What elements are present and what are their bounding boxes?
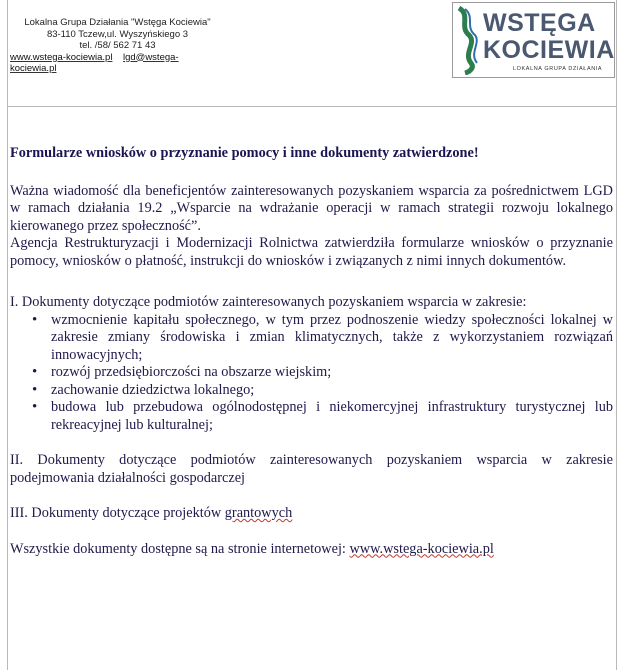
logo-word-1: WSTĘGA — [483, 9, 596, 37]
document-body — [10, 145, 613, 558]
ribbon-icon — [455, 5, 485, 75]
footer-note — [10, 541, 613, 559]
document-title: Formularze wniosków o przyznanie pomocy i inne dokumenty zatwierdzone! — [10, 145, 479, 161]
footer-prefix: Wszystkie dokumenty dostępne są na stronie internetowej: — [10, 540, 350, 557]
header-divider — [7, 106, 616, 107]
list-item: • zachowanie dziedzictwa lokalnego; — [10, 382, 613, 400]
org-address: 83-110 Tczew,ul. Wyszyńskiego 3 — [46, 28, 189, 40]
footer-url-link[interactable]: www.wstega-kociewia.pl — [349, 540, 494, 557]
email-link[interactable]: lgd@wstega-kociewia.pl — [10, 51, 179, 74]
contact-links — [10, 52, 225, 75]
section-3-prefix: III. Dokumenty dotyczące projektów — [10, 505, 225, 521]
section-1-heading: I. Dokumenty dotyczące podmiotów zainteresowanych pozyskaniem wsparcia w zakresie: — [10, 294, 527, 310]
list-item: • wzmocnienie kapitału społecznego, w tym przez podnoszenie wiedzy społeczności lokalnej w zakresie zmiany środowiska i zmian klimatycznych, także z wykorzystaniem rozwiązań innowacyjnych; — [10, 312, 613, 365]
section-2-heading: II. Dokumenty dotyczące podmiotów zainteresowanych pozyskaniem wsparcia w zakresie podejmowania działalności gospodarczej — [10, 452, 613, 486]
address-block — [10, 17, 225, 75]
scope-list — [10, 312, 613, 435]
list-item: • rozwój przedsiębiorczości na obszarze wiejskim; — [10, 364, 613, 382]
logo-word-2: KOCIEWIA — [483, 36, 615, 64]
org-name: Lokalna Grupa Działania "Wstęga Kociewia" — [24, 17, 211, 28]
intro-paragraph-2: Agencja Restrukturyzacji i Modernizacji Rolnictwa zatwierdziła formularze wniosków o przyznanie pomocy, wniosków o płatność, instrukcji do wniosków i związanych z nimi innych dokumentów. — [10, 235, 613, 269]
list-item: • budowa lub przebudowa ogólnodostępnej i niekomercyjnej infrastruktury turystycznej lub rekreacyjnej lub kulturalnej; — [10, 399, 613, 434]
website-link[interactable]: www.wstega-kociewia.pl — [10, 51, 113, 63]
intro-paragraph-1: Ważna wiadomość dla beneficjentów zainteresowanych pozyskaniem wsparcia za pośrednictwem LGD w ramach działania 19.2 „Wsparcie na wdrażanie operacji w ramach strategii rozwoju lokalnego kierowanego przez społeczność”. — [10, 182, 613, 234]
org-phone: tel. /58/ 562 71 43 — [79, 40, 156, 51]
organization-logo — [452, 2, 615, 78]
section-3-heading — [10, 505, 613, 523]
section-3-word: grantowych — [224, 505, 293, 521]
logo-tagline: LOKALNA GRUPA DZIAŁANIA — [513, 66, 603, 72]
